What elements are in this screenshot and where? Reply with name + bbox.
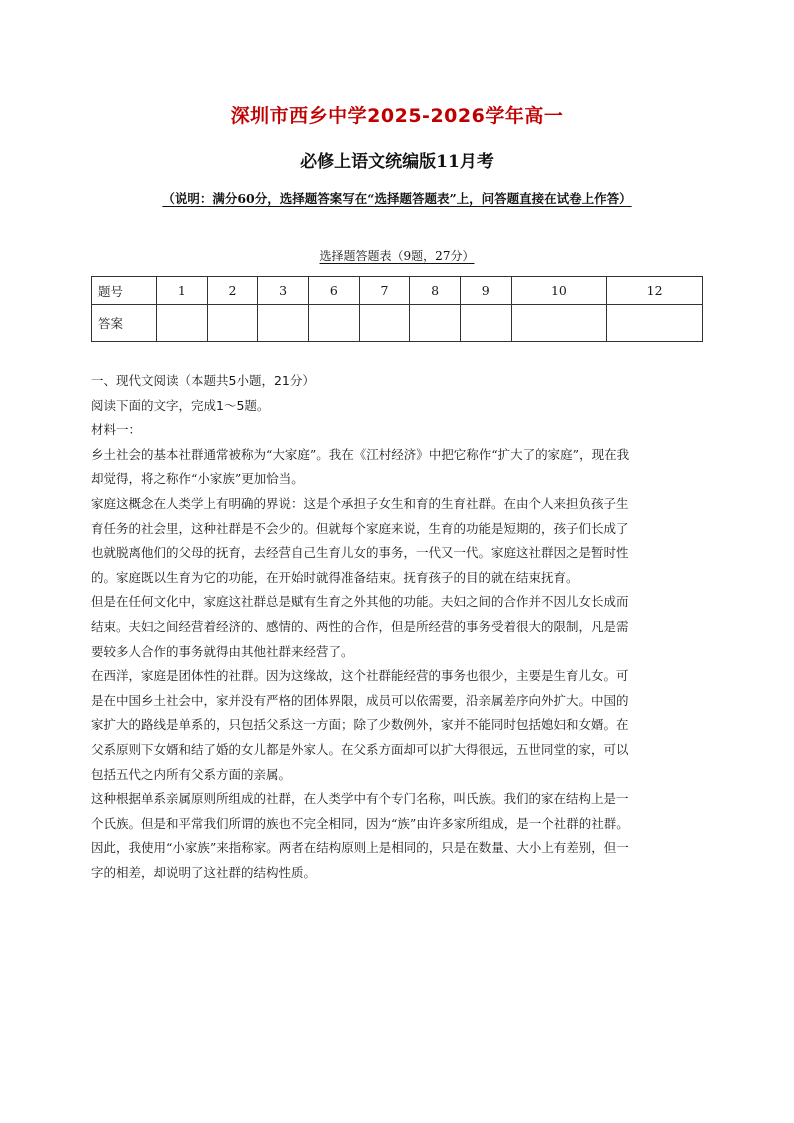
- passage-line: 包括五代之内所有父系方面的亲属。: [91, 766, 292, 782]
- exam-instructions-text: （说明：满分60分，选择题答案写在“选择题答题表”上，问答题直接在试卷上作答）: [162, 191, 632, 206]
- answer-table: [91, 276, 703, 342]
- passage-line: 要较多人合作的事务就得由其他社群来经营了。: [91, 643, 354, 659]
- passage-line: 因此，我使用“小家族”来指称家。两者在结构原则上是相同的，只是在数量、大小上有差别，但一: [91, 840, 629, 856]
- question-number-cell: 3: [258, 277, 309, 305]
- question-number-cell: 6: [308, 277, 359, 305]
- passage-line: 家庭这概念在人类学上有明确的界说：这是个承担子女生和育的生育社群。在由个人来担负孩子生: [91, 495, 629, 511]
- section-heading: 一、现代文阅读（本题共5小题，21分）: [91, 373, 315, 388]
- question-number-cell: 8: [410, 277, 461, 305]
- answer-cell[interactable]: [359, 305, 410, 342]
- passage-line: 的。家庭既以生育为它的功能，在开始时就得准备结束。抚育孩子的目的就在结束抚育。: [91, 569, 579, 585]
- answer-table-caption: [0, 247, 794, 264]
- answer-cell[interactable]: [157, 305, 208, 342]
- answer-table-caption-text: 选择题答题表（9题，27分）: [319, 249, 475, 263]
- passage-line: 结束。夫妇之间经营着经济的、感情的、两性的合作，但是所经营的事务受着很大的限制，凡是需: [91, 618, 629, 634]
- question-number-cell: 12: [607, 277, 703, 305]
- question-number-label: 题号: [92, 277, 157, 305]
- passage-line: 但是在任何文化中，家庭这社群总是赋有生育之外其他的功能。夫妇之间的合作并不因儿女长成而: [91, 594, 629, 610]
- passage-line: 在西洋，家庭是团体性的社群。因为这缘故，这个社群能经营的事务也很少，主要是生育儿女。可: [91, 668, 629, 684]
- answer-cell[interactable]: [607, 305, 703, 342]
- passage-line: 父系原则下女婿和结了婚的女儿都是外家人。在父系方面却可以扩大得很远，五世同堂的家，可以: [91, 741, 629, 757]
- answer-cell[interactable]: [308, 305, 359, 342]
- answer-table-answer-row: [92, 305, 703, 342]
- answer-cell[interactable]: [511, 305, 607, 342]
- exam-subtitle: 必修上语文统编版11月考: [300, 152, 494, 172]
- page-title: 深圳市西乡中学2025-2026学年高一: [230, 105, 564, 127]
- passage-line: 乡土社会的基本社群通常被称为“大家庭”。我在《江村经济》中把它称作“扩大了的家庭”，现在我: [91, 446, 630, 462]
- answer-cell[interactable]: [410, 305, 461, 342]
- question-number-cell: 1: [157, 277, 208, 305]
- passage-line: 个氏族。但是和平常我们所谓的族也不完全相同，因为“族”由许多家所组成，是一个社群的社群。: [91, 815, 629, 831]
- passage-line: 字的相差，却说明了这社群的结构性质。: [91, 864, 317, 880]
- passage-line: 家扩大的路线是单系的，只包括父系这一方面；除了少数例外，家并不能同时包括媳妇和女婿。在: [91, 717, 629, 733]
- question-number-cell: 7: [359, 277, 410, 305]
- passage-line: 也就脱离他们的父母的抚育，去经营自己生育儿女的事务，一代又一代。家庭这社群因之是暂时性: [91, 545, 629, 561]
- answer-table-number-row: [92, 277, 703, 305]
- section-instruction: 阅读下面的文字，完成1～5题。: [91, 397, 270, 413]
- passage-line: 这种根据单系亲属原则所组成的社群，在人类学中有个专门名称，叫氏族。我们的家在结构上是一: [91, 791, 629, 807]
- exam-instructions: [0, 189, 794, 207]
- question-number-cell: 2: [207, 277, 258, 305]
- question-number-cell: 10: [511, 277, 607, 305]
- answer-cell[interactable]: [207, 305, 258, 342]
- answer-label: 答案: [92, 305, 157, 342]
- material-label: 材料一：: [91, 422, 142, 438]
- reading-section: [91, 369, 703, 885]
- passage-line: 育任务的社会里，这种社群是不会少的。但就每个家庭来说，生育的功能是短期的，孩子们长成了: [91, 520, 629, 536]
- question-number-cell: 9: [460, 277, 511, 305]
- answer-cell[interactable]: [460, 305, 511, 342]
- passage-line: 是在中国乡土社会中，家并没有严格的团体界限，成员可以依需要，沿亲属差序向外扩大。中国的: [91, 692, 629, 708]
- answer-cell[interactable]: [258, 305, 309, 342]
- passage-line: 却觉得，将之称作“小家族”更加恰当。: [91, 471, 304, 487]
